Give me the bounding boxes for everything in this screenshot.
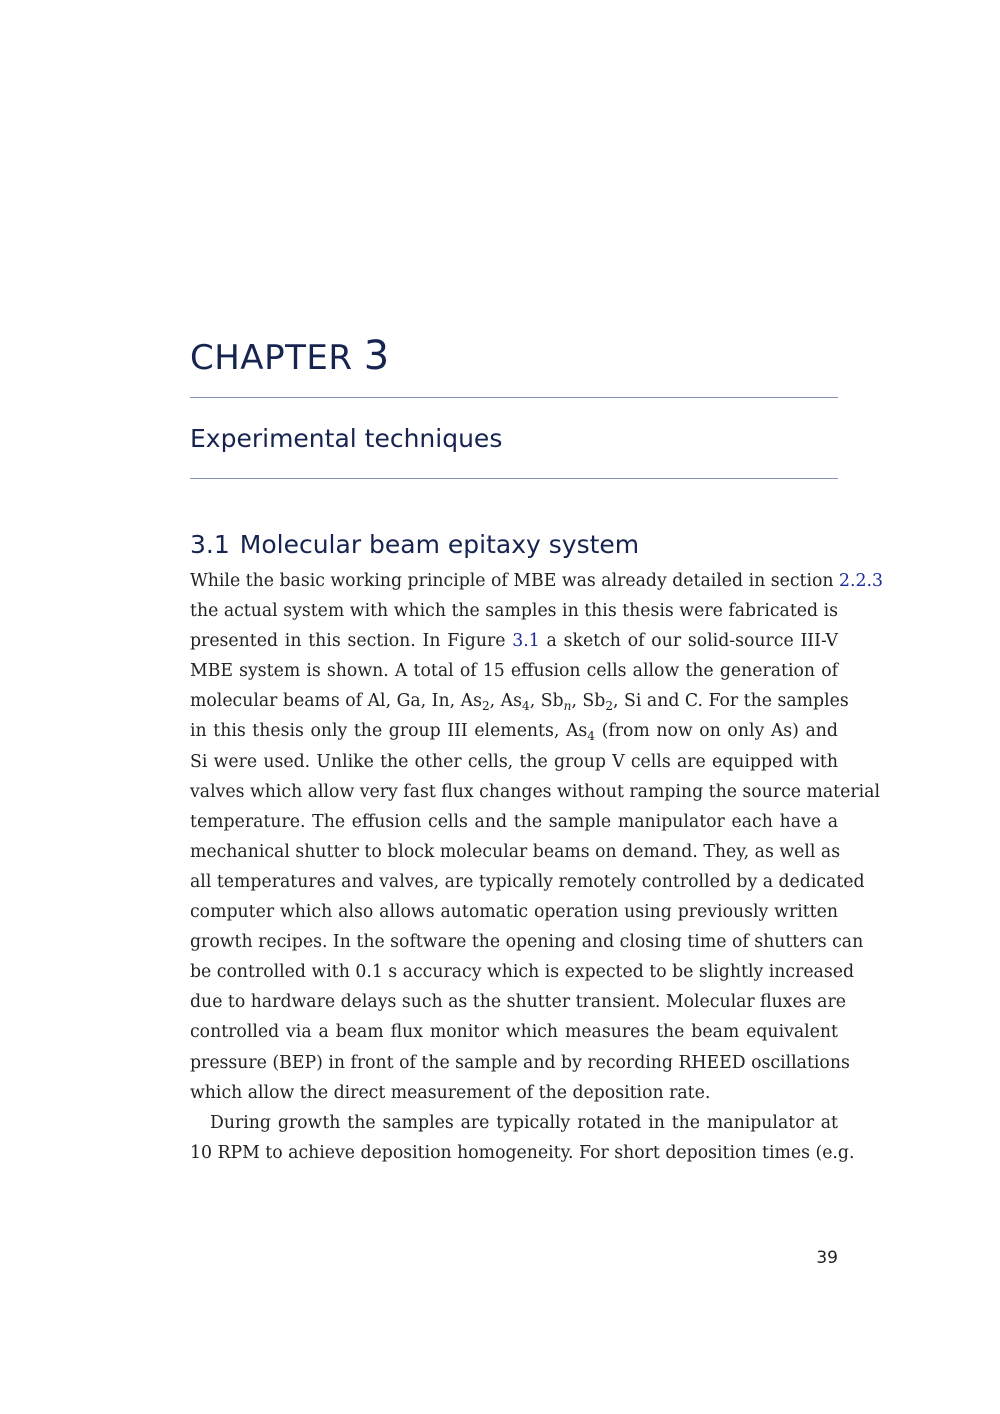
page-number: 39 (816, 1248, 838, 1268)
section-reference-link[interactable]: 2.2.3 (839, 571, 884, 591)
text-line: mechanical shutter to block molecular beams on demand. They, as well as (190, 841, 841, 862)
chapter-label (190, 332, 390, 382)
text-line: the actual system with which the samples in this thesis were fabricated is (190, 601, 838, 622)
text-line: MBE system is shown. A total of 15 effusion cells allow the generation of (190, 661, 838, 682)
chapter-word: CHAPTER (190, 338, 353, 378)
text-line: During growth the samples are typically rotated in the manipulator at (210, 1112, 838, 1133)
chapter-title: Experimental techniques (190, 424, 503, 453)
text-line: presented in this section. In Figure 3.1 a sketch of our solid-source III-V (190, 631, 838, 652)
text-line: valves which allow very fast flux changes without ramping the source material (190, 781, 880, 802)
text-line: Si were used. Unlike the other cells, the group V cells are equipped with (190, 751, 838, 772)
text-line: 10 RPM to achieve deposition homogeneity. For short deposition times (e.g. (190, 1142, 855, 1163)
text-line: While the basic working principle of MBE was already detailed in section 2.2.3 (190, 571, 884, 591)
text-line: in this thesis only the group III elements, $As_4$ (from now on only As) and (190, 721, 838, 744)
text-line: controlled via a beam flux monitor which measures the beam equivalent (190, 1022, 838, 1043)
chapter-divider-bottom (190, 478, 838, 479)
section-heading (190, 527, 639, 563)
text-line: due to hardware delays such as the shutter transient. Molecular fluxes are (190, 992, 846, 1013)
chapter-number: 3 (363, 333, 390, 379)
paragraph (190, 1108, 855, 1168)
text-line: computer which also allows automatic operation using previously written (190, 902, 838, 923)
text-line: all temperatures and valves, are typically remotely controlled by a dedicated (190, 871, 865, 892)
text-line: be controlled with 0.1 s accuracy which is expected to be slightly increased (190, 962, 855, 983)
chapter-divider-top (190, 397, 838, 398)
section-title: Molecular beam epitaxy system (239, 530, 640, 559)
text-line: which allow the direct measurement of the deposition rate. (190, 1082, 711, 1103)
text-line: molecular beams of Al, Ga, In, $As_2$, $As_4$, $Sb_n$, $Sb_2$, Si and C. For the samples (190, 691, 849, 714)
body-text (190, 566, 884, 1168)
text-line: growth recipes. In the software the opening and closing time of shutters can (190, 932, 864, 953)
text-line: pressure (BEP) in front of the sample and by recording RHEED oscillations (190, 1052, 850, 1073)
section-number: 3.1 (190, 530, 230, 559)
text-line: temperature. The effusion cells and the sample manipulator each have a (190, 811, 838, 832)
figure-reference-link[interactable]: 3.1 (512, 631, 540, 652)
paragraph (190, 566, 884, 1108)
